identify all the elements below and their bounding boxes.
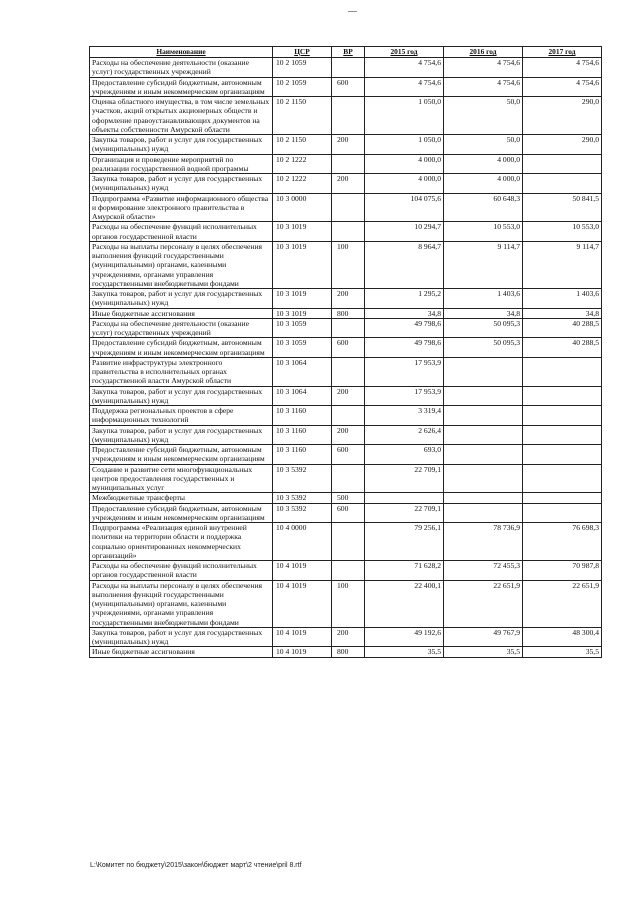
cell-2017: 22 651,9 <box>523 580 602 627</box>
cell-2017: 40 288,5 <box>523 318 602 338</box>
cell-2015: 4 754,6 <box>365 77 444 97</box>
cell-vr <box>332 222 365 242</box>
cell-name: Закупка товаров, работ и услуг для государственных (муниципальных) нужд <box>90 386 273 406</box>
table-row <box>90 97 602 135</box>
cell-2015: 1 050,0 <box>365 135 444 155</box>
cell-2015: 8 964,7 <box>365 241 444 288</box>
cell-csr: 10 3 1059 <box>273 318 332 338</box>
table-header-row <box>90 47 602 58</box>
header-2016: 2016 год <box>444 47 523 58</box>
cell-2017: 50 841,5 <box>523 193 602 222</box>
table-row <box>90 580 602 627</box>
cell-name: Развитие инфраструктуры электронного правительства в исполнительных органах государственной власти Амурской области <box>90 357 273 386</box>
table-row <box>90 425 602 445</box>
cell-name: Организация и проведение мероприятий по реализации государственной водной программы <box>90 154 273 174</box>
table-row <box>90 174 602 194</box>
cell-2015: 1 050,0 <box>365 97 444 135</box>
cell-2016 <box>444 406 523 426</box>
cell-2016: 50 095,3 <box>444 338 523 358</box>
cell-name: Закупка товаров, работ и услуг для государственных (муниципальных) нужд <box>90 627 273 647</box>
cell-vr <box>332 193 365 222</box>
cell-2017: 4 754,6 <box>523 58 602 78</box>
table-row <box>90 338 602 358</box>
cell-name: Расходы на выплаты персоналу в целях обеспечения выполнения функций государственными (муниципальными) органами, казенными учреждениями, органами управления государственными внебюджетными фондами <box>90 580 273 627</box>
cell-csr: 10 2 1150 <box>273 135 332 155</box>
cell-2017 <box>523 357 602 386</box>
cell-2017: 76 698,3 <box>523 523 602 561</box>
cell-csr: 10 3 1160 <box>273 425 332 445</box>
cell-vr <box>332 523 365 561</box>
cell-2017: 10 553,0 <box>523 222 602 242</box>
table-row <box>90 308 602 318</box>
table-row <box>90 77 602 97</box>
file-path-footer: L:\Комитет по бюджету\2015\закон\бюджет март\2 чтение\pril 8.rtf <box>90 862 302 869</box>
cell-csr: 10 2 1059 <box>273 58 332 78</box>
cell-2015: 71 628,2 <box>365 561 444 581</box>
table-body <box>90 58 602 658</box>
cell-2017: 9 114,7 <box>523 241 602 288</box>
cell-csr: 10 3 0000 <box>273 193 332 222</box>
cell-2016: 9 114,7 <box>444 241 523 288</box>
cell-csr: 10 3 1019 <box>273 222 332 242</box>
cell-2015: 4 000,0 <box>365 174 444 194</box>
cell-2017: 4 754,6 <box>523 77 602 97</box>
table-row <box>90 445 602 465</box>
cell-csr: 10 3 1059 <box>273 338 332 358</box>
cell-csr: 10 3 1160 <box>273 445 332 465</box>
cell-2017: 48 300,4 <box>523 627 602 647</box>
cell-csr: 10 3 1019 <box>273 289 332 309</box>
table-row <box>90 193 602 222</box>
cell-vr: 600 <box>332 338 365 358</box>
cell-csr: 10 4 1019 <box>273 647 332 657</box>
cell-2016 <box>444 357 523 386</box>
cell-2015: 22 400,1 <box>365 580 444 627</box>
cell-csr: 10 2 1059 <box>273 77 332 97</box>
cell-2017 <box>523 174 602 194</box>
cell-name: Расходы на обеспечение деятельности (оказание услуг) государственных учреждений <box>90 318 273 338</box>
cell-vr: 100 <box>332 580 365 627</box>
cell-2015: 4 754,6 <box>365 58 444 78</box>
cell-name: Закупка товаров, работ и услуг для государственных (муниципальных) нужд <box>90 174 273 194</box>
cell-vr: 800 <box>332 647 365 657</box>
cell-vr: 600 <box>332 445 365 465</box>
cell-2017 <box>523 154 602 174</box>
cell-2015: 17 953,9 <box>365 386 444 406</box>
cell-2016: 34,8 <box>444 308 523 318</box>
cell-2017 <box>523 386 602 406</box>
cell-2015: 49 192,6 <box>365 627 444 647</box>
cell-2016: 78 736,9 <box>444 523 523 561</box>
cell-csr: 10 3 5392 <box>273 464 332 493</box>
table-row <box>90 647 602 657</box>
table-row <box>90 386 602 406</box>
cell-vr: 200 <box>332 425 365 445</box>
cell-2015: 2 626,4 <box>365 425 444 445</box>
cell-2015: 1 295,2 <box>365 289 444 309</box>
cell-vr: 200 <box>332 627 365 647</box>
cell-2017 <box>523 493 602 503</box>
cell-csr: 10 3 1019 <box>273 308 332 318</box>
cell-vr: 200 <box>332 386 365 406</box>
cell-vr <box>332 318 365 338</box>
cell-name: Расходы на выплаты персоналу в целях обеспечения выполнения функций государственными (муниципальными) органами, казенными учреждениями, органами управления государственными внебюджетными фондами <box>90 241 273 288</box>
cell-vr: 200 <box>332 135 365 155</box>
cell-csr: 10 3 1019 <box>273 241 332 288</box>
cell-2016: 50,0 <box>444 135 523 155</box>
cell-2016: 49 767,9 <box>444 627 523 647</box>
cell-csr: 10 3 1160 <box>273 406 332 426</box>
cell-2017: 290,0 <box>523 97 602 135</box>
cell-2016 <box>444 503 523 523</box>
cell-name: Расходы на обеспечение функций исполнительных органов государственной власти <box>90 561 273 581</box>
cell-2016: 60 648,3 <box>444 193 523 222</box>
table-row <box>90 503 602 523</box>
cell-csr: 10 3 5392 <box>273 503 332 523</box>
cell-2017: 1 403,6 <box>523 289 602 309</box>
cell-2016 <box>444 386 523 406</box>
cell-2015: 35,5 <box>365 647 444 657</box>
table-row <box>90 318 602 338</box>
cell-csr: 10 3 5392 <box>273 493 332 503</box>
cell-name: Предоставление субсидий бюджетным, автономным учреждениям и иным некоммерческим организациям <box>90 445 273 465</box>
cell-name: Подпрограмма «Развитие информационного общества и формирование электронного правительства в Амурской области» <box>90 193 273 222</box>
cell-2017: 40 288,5 <box>523 338 602 358</box>
cell-2016 <box>444 425 523 445</box>
page-mark: — <box>348 6 357 16</box>
table-row <box>90 289 602 309</box>
cell-vr <box>332 154 365 174</box>
cell-vr: 500 <box>332 493 365 503</box>
cell-2017: 34,8 <box>523 308 602 318</box>
cell-2016: 4 754,6 <box>444 58 523 78</box>
cell-name: Предоставление субсидий бюджетным, автономным учреждениям и иным некоммерческим организациям <box>90 338 273 358</box>
cell-vr <box>332 97 365 135</box>
cell-2015: 79 256,1 <box>365 523 444 561</box>
header-vr: ВР <box>332 47 365 58</box>
cell-vr <box>332 561 365 581</box>
cell-2015: 34,8 <box>365 308 444 318</box>
cell-2016: 72 455,3 <box>444 561 523 581</box>
cell-csr: 10 3 1064 <box>273 357 332 386</box>
cell-2017: 70 987,8 <box>523 561 602 581</box>
table-row <box>90 464 602 493</box>
cell-name: Межбюджетные трансферты <box>90 493 273 503</box>
cell-2016 <box>444 445 523 465</box>
header-csr: ЦСР <box>273 47 332 58</box>
cell-csr: 10 4 1019 <box>273 580 332 627</box>
table-row <box>90 154 602 174</box>
header-2015: 2015 год <box>365 47 444 58</box>
cell-name: Поддержка региональных проектов в сфере информационных технологий <box>90 406 273 426</box>
cell-name: Закупка товаров, работ и услуг для государственных (муниципальных) нужд <box>90 425 273 445</box>
cell-vr <box>332 406 365 426</box>
cell-2015: 4 000,0 <box>365 154 444 174</box>
cell-2017 <box>523 445 602 465</box>
cell-2016: 10 553,0 <box>444 222 523 242</box>
table-row <box>90 222 602 242</box>
cell-name: Расходы на обеспечение функций исполнительных органов государственной власти <box>90 222 273 242</box>
table-row <box>90 493 602 503</box>
header-2017: 2017 год <box>523 47 602 58</box>
cell-vr <box>332 464 365 493</box>
cell-2017 <box>523 464 602 493</box>
cell-2015: 17 953,9 <box>365 357 444 386</box>
cell-name: Предоставление субсидий бюджетным, автономным учреждениям и иным некоммерческим организациям <box>90 503 273 523</box>
cell-vr: 100 <box>332 241 365 288</box>
cell-csr: 10 4 1019 <box>273 627 332 647</box>
cell-name: Создание и развитие сети многофункциональных центров предоставления государственных и муниципальных услуг <box>90 464 273 493</box>
cell-vr: 600 <box>332 77 365 97</box>
table-row <box>90 241 602 288</box>
cell-2015: 104 075,6 <box>365 193 444 222</box>
cell-name: Подпрограмма «Реализация единой внутренней политики на территории области и поддержка социально ориентированных некоммерческих организаций» <box>90 523 273 561</box>
cell-vr: 600 <box>332 503 365 523</box>
table-row <box>90 135 602 155</box>
cell-csr: 10 2 1222 <box>273 174 332 194</box>
cell-name: Предоставление субсидий бюджетным, автономным учреждениям и иным некоммерческим организациям <box>90 77 273 97</box>
cell-2016: 22 651,9 <box>444 580 523 627</box>
cell-name: Иные бюджетные ассигнования <box>90 308 273 318</box>
cell-name: Закупка товаров, работ и услуг для государственных (муниципальных) нужд <box>90 289 273 309</box>
table-row <box>90 627 602 647</box>
cell-2016 <box>444 493 523 503</box>
cell-2016 <box>444 464 523 493</box>
table-row <box>90 561 602 581</box>
cell-vr: 200 <box>332 174 365 194</box>
cell-2016: 4 000,0 <box>444 154 523 174</box>
cell-2016: 35,5 <box>444 647 523 657</box>
cell-csr: 10 4 1019 <box>273 561 332 581</box>
table-row <box>90 58 602 78</box>
cell-csr: 10 3 1064 <box>273 386 332 406</box>
cell-csr: 10 2 1150 <box>273 97 332 135</box>
cell-vr: 200 <box>332 289 365 309</box>
cell-2016: 50 095,3 <box>444 318 523 338</box>
cell-2017: 35,5 <box>523 647 602 657</box>
cell-vr <box>332 58 365 78</box>
cell-2015: 49 798,6 <box>365 318 444 338</box>
cell-csr: 10 2 1222 <box>273 154 332 174</box>
table-row <box>90 523 602 561</box>
cell-vr <box>332 357 365 386</box>
cell-2017 <box>523 425 602 445</box>
cell-2015 <box>365 493 444 503</box>
cell-2017: 290,0 <box>523 135 602 155</box>
cell-2015: 22 709,1 <box>365 503 444 523</box>
table-row <box>90 406 602 426</box>
cell-2017 <box>523 503 602 523</box>
cell-2015: 22 709,1 <box>365 464 444 493</box>
cell-2016: 4 754,6 <box>444 77 523 97</box>
cell-name: Закупка товаров, работ и услуг для государственных (муниципальных) нужд <box>90 135 273 155</box>
cell-vr: 800 <box>332 308 365 318</box>
cell-csr: 10 4 0000 <box>273 523 332 561</box>
cell-2016: 50,0 <box>444 97 523 135</box>
cell-2017 <box>523 406 602 426</box>
cell-2015: 693,0 <box>365 445 444 465</box>
cell-2016: 1 403,6 <box>444 289 523 309</box>
cell-2015: 49 798,6 <box>365 338 444 358</box>
cell-name: Расходы на обеспечение деятельности (оказание услуг) государственных учреждений <box>90 58 273 78</box>
cell-name: Оценка областного имущества, в том числе земельных участков, акций открытых акционерных обществ и оформление правоустанавливающих документов на объекты собственности Амурской области <box>90 97 273 135</box>
cell-2015: 3 319,4 <box>365 406 444 426</box>
cell-name: Иные бюджетные ассигнования <box>90 647 273 657</box>
header-name: Наименование <box>90 47 273 58</box>
cell-2015: 10 294,7 <box>365 222 444 242</box>
table-row <box>90 357 602 386</box>
cell-2016: 4 000,0 <box>444 174 523 194</box>
budget-table <box>89 46 602 658</box>
